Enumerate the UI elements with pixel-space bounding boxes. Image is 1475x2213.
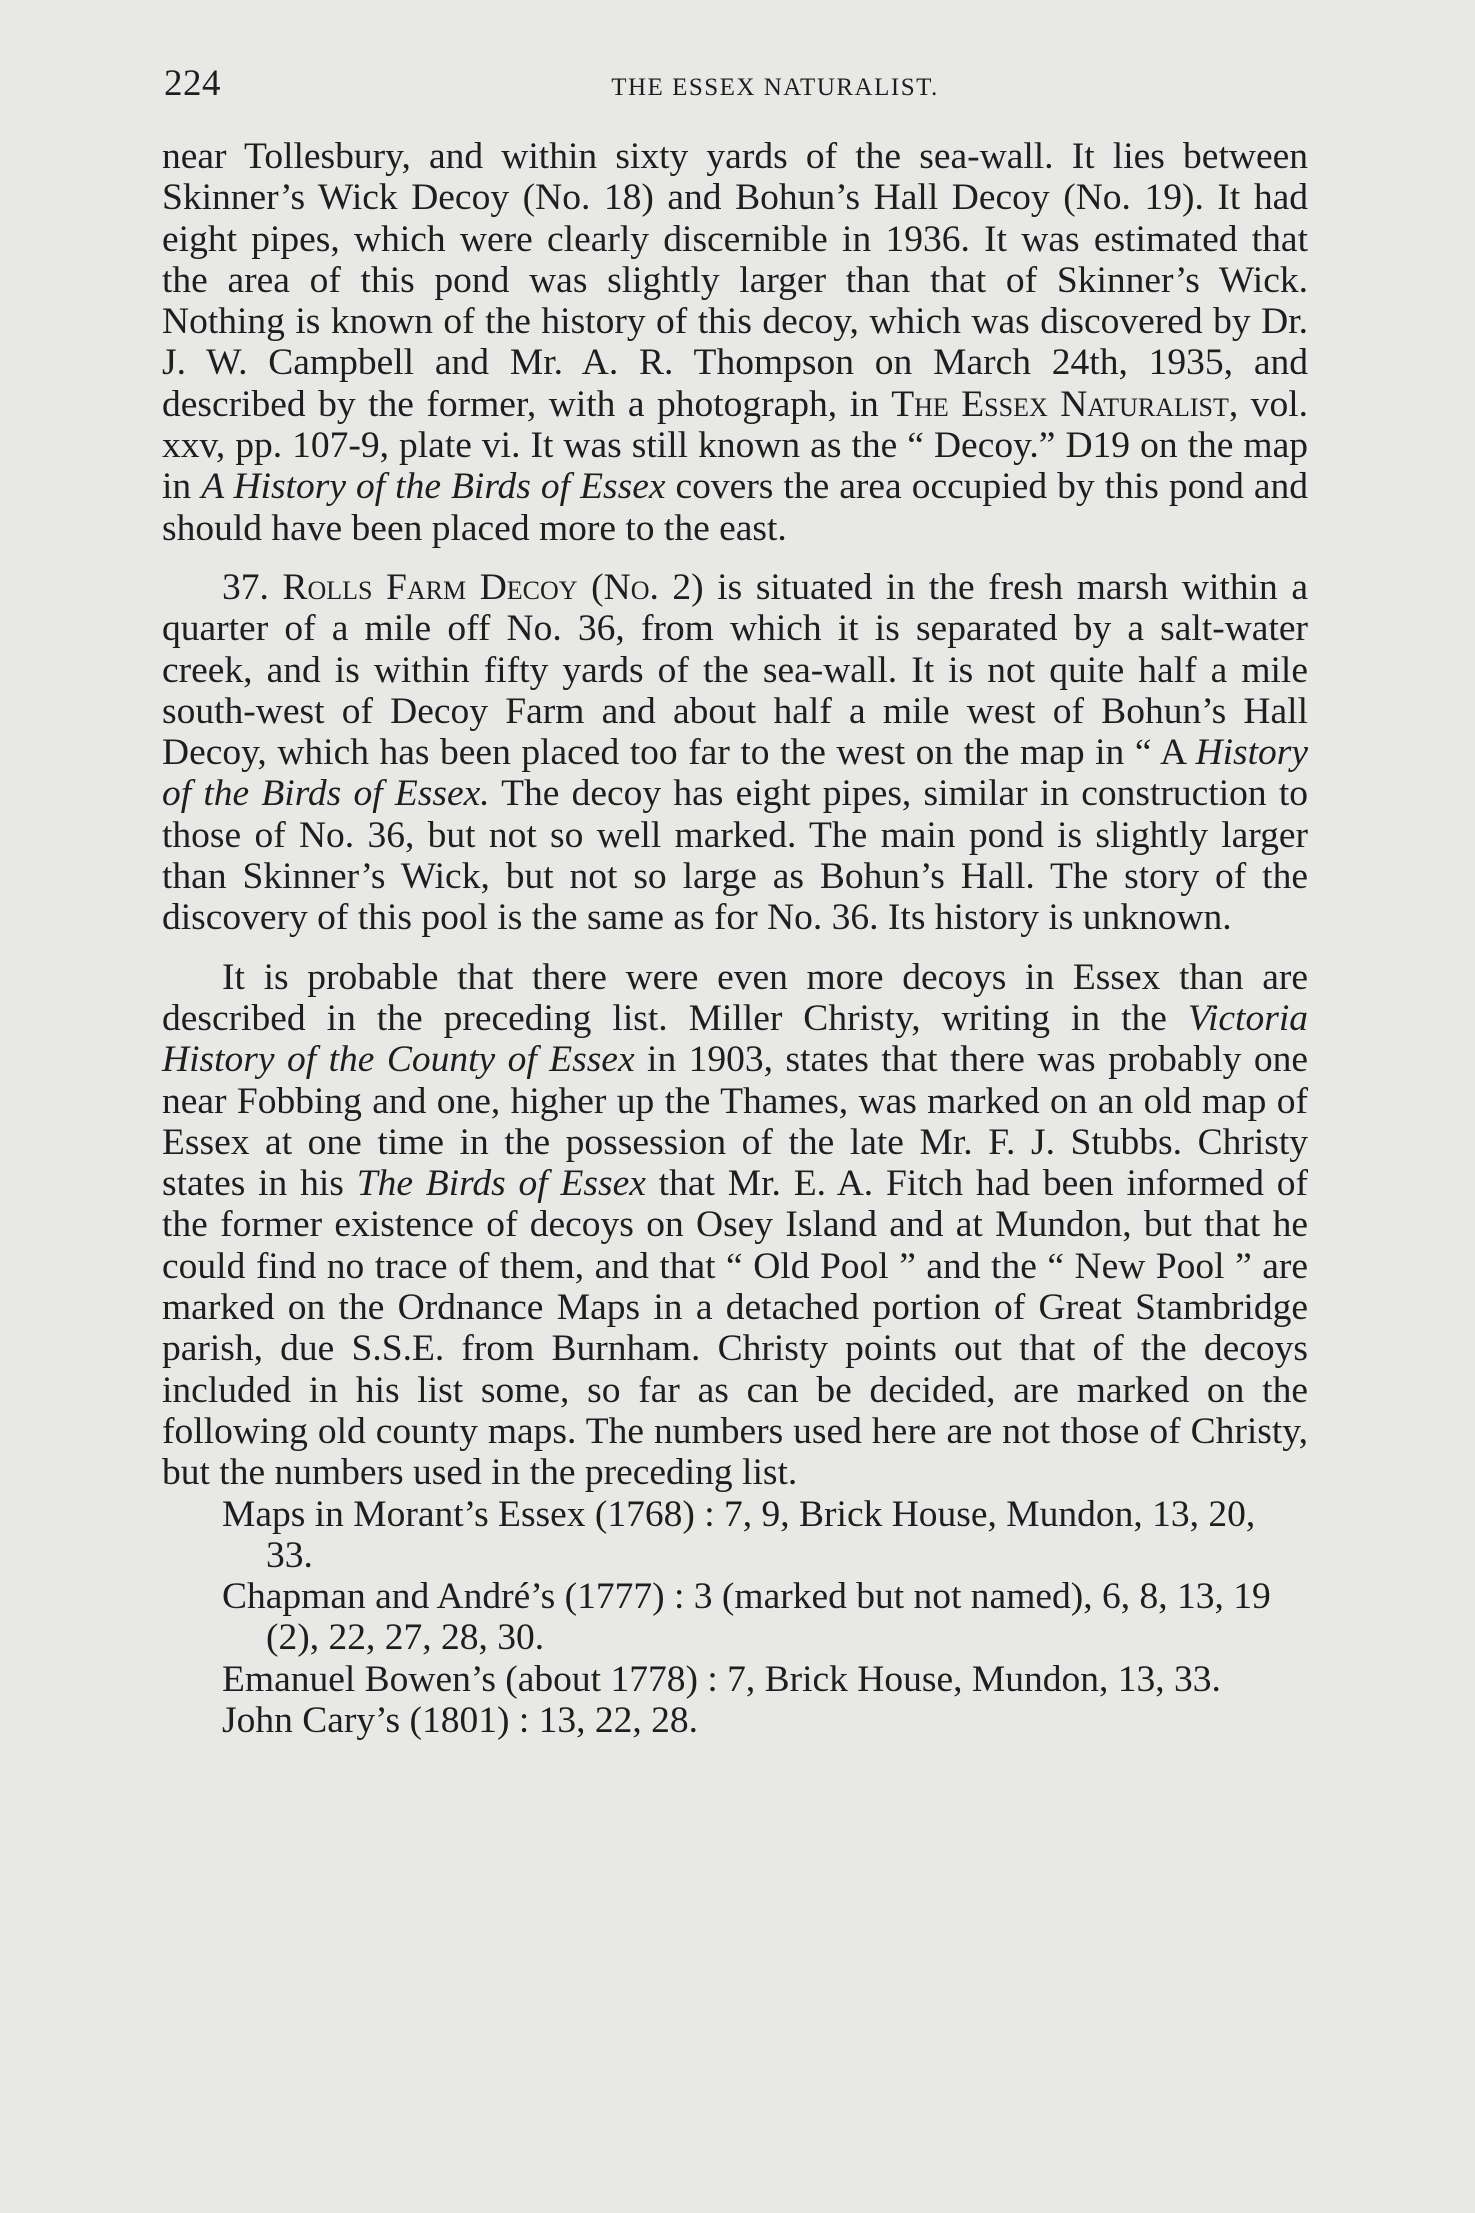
entry-number: 37. [222, 566, 283, 608]
decoy-name: Rolls Farm Decoy [282, 566, 578, 608]
paragraph-text: near Tollesbury, and within sixty yards of the sea-wall. It lies between Skinner’s Wick Decoy (No. 18) and Bohun’s Hall Decoy (No. 19). It had eight pipes, which were clearly discernible in 1936. It was estimated that the area of this pond was slightly larger than that of Skinner’s Wick. Nothing is known of the history of this decoy, which was discovered by Dr. J. W. Campbell and Mr. A. R. Thompson on March 24th, 1935, and described by the former, with a photograph, in [162, 136, 1308, 425]
running-head [160, 62, 1310, 112]
journal-title: THE ESSEX NATURALIST. [611, 74, 939, 101]
paragraph-text: It is probable that there were even more decoys in Essex than are described in the preceding list. Miller Christy, writing in the [162, 956, 1308, 1039]
paragraph-text: . 2) is situated in the fresh marsh within a quarter of a mile off No. 36, from which it is separated by a salt-water creek, and is within fifty yards of the sea-wall. It is not quite half a mile south-west of Decoy Farm and about half a mile west of Bohun’s Hall Decoy, which has been placed too far to the west on the map in “ A [162, 566, 1308, 774]
book-title: The Birds of Essex [356, 1163, 646, 1205]
paragraph-decoy-36-continued [162, 136, 1308, 549]
paragraph-rolls-farm-decoy [162, 567, 1308, 939]
paragraph-text: in 1903, states that there was probably one near Fobbing and one, higher up the Thames, was marked on an old map of Essex at one time in the possession of the late Mr. F. J. Stubbs. Christy states in his [162, 1039, 1308, 1205]
book-title: History of the Birds of Essex. [162, 732, 1308, 815]
map-entry-bowen: Emanuel Bowen’s (about 1778) : 7, Brick House, Mundon, 13, 33. [222, 1658, 1221, 1700]
book-title: Victoria History of the County of Essex [162, 997, 1308, 1081]
paragraph-text: The decoy has eight pipes, similar in construction to those of No. 36, but not so well marked. The main pond is slightly larger than Skinner’s Wick, but not so large as Bohun’s Hall. The story of the discovery of this pool is the same as for No. 36. Its history is unknown. [162, 773, 1308, 939]
county-maps-list [162, 1494, 1308, 1742]
body-text [162, 136, 1308, 1741]
paragraph-text: that Mr. E. A. Fitch had been informed of the former existence of decoys on Osey Island and at Mundon, but that he could find no trace of them, and that “ Old Pool ” and the “ New Pool ” are marked on the Ordnance Maps in a detached portion of Great Stambridge parish, due S.S.E. from Burnham. Christy points out that of the decoys included in his list some, so far as can be decided, are marked on the following old county maps. The numbers used here are not those of Christy, but the numbers used in the preceding list. [162, 1163, 1308, 1494]
map-entry-chapman-andre: Chapman and André’s (1777) : 3 (marked but not named), 6, 8, 13, 19 (2), 22, 27, 28, 30. [222, 1576, 1271, 1659]
paragraph-more-decoys [162, 957, 1308, 1494]
page-number: 224 [164, 63, 221, 104]
journal-reference: The Essex Naturalist [891, 383, 1229, 425]
number-abbrev: No [603, 566, 650, 608]
book-title: A History of the Birds of Essex [201, 466, 666, 508]
map-entry-morant: Maps in Morant’s Essex (1768) : 7, 9, Brick House, Mundon, 13, 20, 33. [222, 1493, 1256, 1576]
map-entry-cary: John Cary’s (1801) : 13, 22, 28. [222, 1699, 699, 1741]
paragraph-text: ( [577, 566, 604, 608]
paragraph-text: covers the area occupied by this pond and should have been placed more to the east. [162, 466, 1308, 549]
paragraph-text: , vol. xxv, pp. 107-9, plate vi. It was still known as the “ Decoy.” D19 on the map in [162, 383, 1308, 508]
